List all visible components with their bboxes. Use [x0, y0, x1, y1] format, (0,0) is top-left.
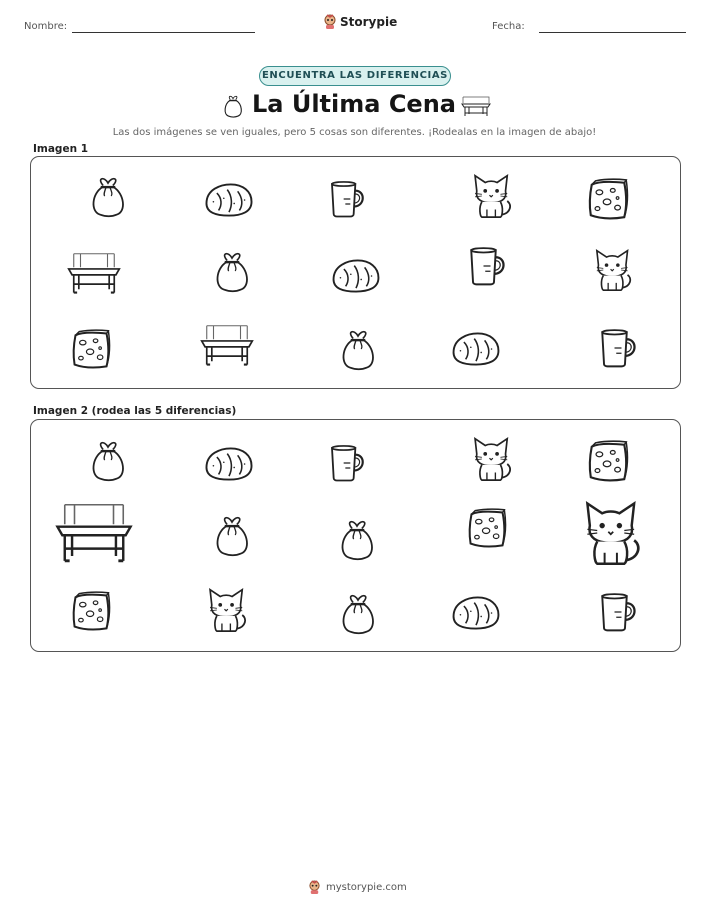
image-1-money-bag-icon [88, 175, 128, 217]
name-label: Nombre: [24, 21, 68, 32]
image-2-cat-icon[interactable] [205, 586, 249, 634]
image-2-money-bag-icon[interactable] [337, 518, 377, 560]
storypie-mascot-icon [323, 14, 337, 30]
image-1-mug-icon [327, 178, 367, 220]
image-1-mug-icon [597, 327, 639, 369]
footer-url: mystorypie.com [326, 882, 407, 893]
image-1-bread-icon [203, 180, 255, 220]
image-2-mug-icon[interactable] [327, 442, 367, 484]
image-2-cat-icon[interactable] [580, 498, 644, 568]
instructions-text: Las dos imágenes se ven iguales, pero 5 cosas son diferentes. ¡Rodealas en la imagen de abajo! [112, 127, 597, 138]
page-title: La Última Cena [252, 90, 456, 118]
footer [308, 880, 407, 895]
date-line[interactable] [539, 32, 686, 33]
activity-badge: ENCUENTRA LAS DIFERENCIAS [259, 66, 451, 86]
image-1-table-icon [67, 250, 121, 298]
section-label-image-1: Imagen 1 [33, 143, 89, 155]
name-line[interactable] [72, 32, 255, 33]
image-1-cat-icon [592, 246, 634, 294]
image-2-sponge-icon[interactable] [586, 439, 630, 483]
brand-logo [323, 14, 397, 30]
image-2-bread-icon[interactable] [450, 594, 502, 632]
title-bag-icon [222, 92, 244, 120]
brand-name: Storypie [340, 15, 398, 29]
storypie-mascot-icon [308, 880, 321, 895]
image-1-money-bag-icon [338, 328, 378, 370]
image-2-money-bag-icon[interactable] [88, 439, 128, 481]
image-2-money-bag-icon[interactable] [212, 514, 252, 556]
image-2-cat-icon[interactable] [470, 435, 514, 483]
image-2-mug-icon[interactable] [597, 591, 639, 633]
title-table-icon [460, 95, 492, 119]
image-2-sponge-icon[interactable] [70, 590, 112, 632]
image-1-sponge-icon [586, 177, 630, 221]
image-1-sponge-icon [70, 328, 112, 370]
image-2-sponge-icon[interactable] [466, 505, 508, 551]
image-1-bread-icon [450, 330, 502, 368]
image-1-money-bag-icon [212, 250, 252, 292]
image-2-bread-icon[interactable] [203, 444, 255, 484]
section-label-image-2: Imagen 2 (rodea las 5 diferencias) [33, 405, 237, 417]
date-label: Fecha: [492, 21, 525, 32]
image-1-mug-icon [466, 245, 508, 287]
image-2-money-bag-icon[interactable] [338, 592, 378, 634]
image-2-table-icon[interactable] [55, 500, 133, 568]
image-1-cat-icon [470, 172, 514, 220]
image-1-table-icon [200, 322, 254, 370]
image-1-bread-icon [330, 257, 382, 295]
